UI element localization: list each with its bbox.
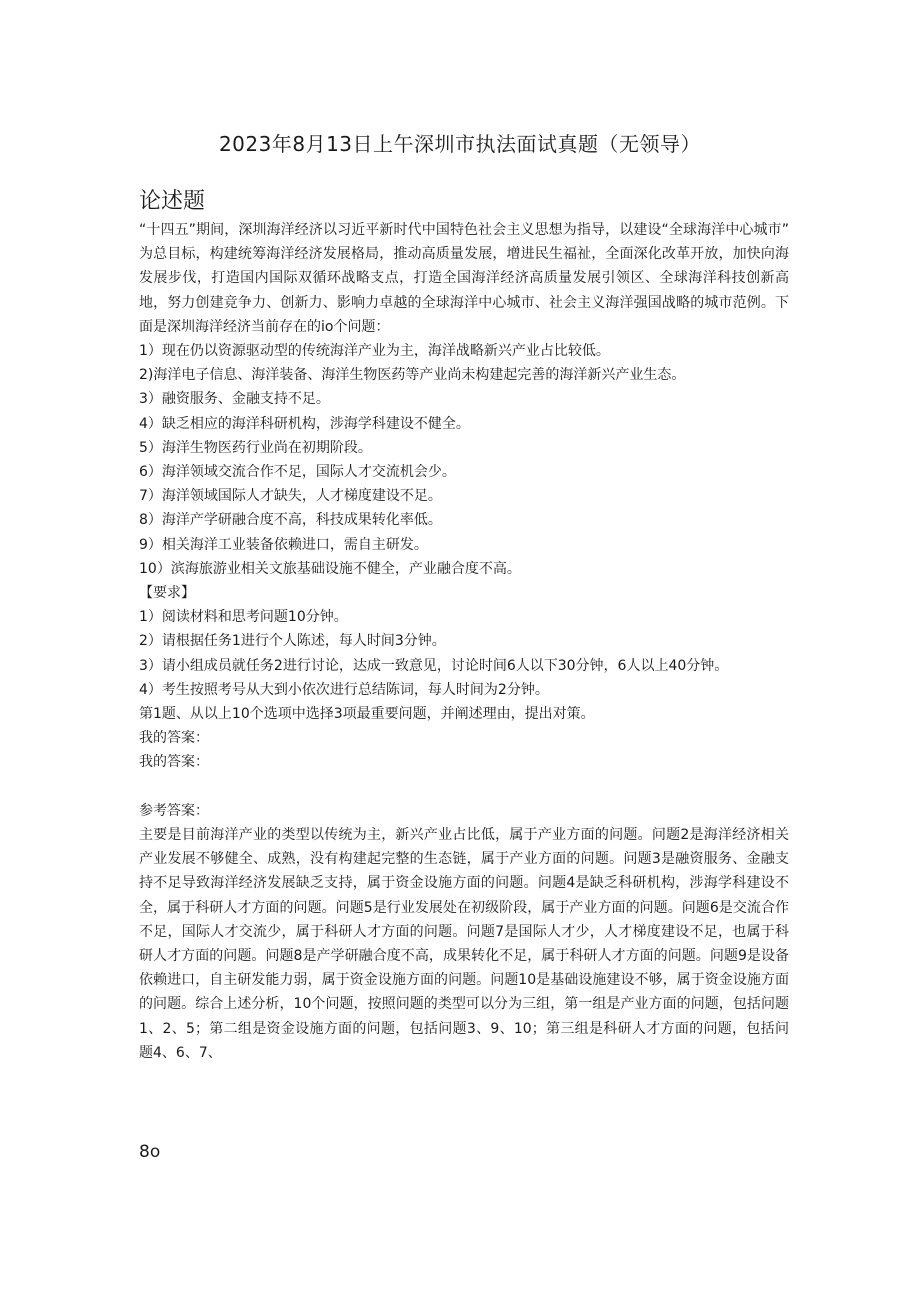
my-answer-label: 我的答案： [139,730,209,747]
list-item: 8）海洋产学研融合度不高，科技成果转化率低。 [139,512,442,529]
list-item: 4）缺乏相应的海洋科研机构，涉海学科建设不健全。 [139,415,470,432]
list-item: 3）请小组成员就任务2进行讨论，达成一致意见，讨论时间6人以下30分钟，6人以上40分钟。 [139,657,729,674]
list-item: 6）海洋领域交流合作不足，国际人才交流机会少。 [139,464,456,481]
list-item: 2）请根据任务1进行个人陈述，每人时间3分钟。 [139,633,446,650]
section-heading: 论述题 [139,189,206,214]
page-title: 2023年8月13日上午深圳市执法面试真题（无领导） [218,132,702,156]
list-item: 2)海洋电子信息、海洋装备、海洋生物医药等产业尚未构建起完善的海洋新兴产业生态。 [139,367,686,384]
reference-answer-label: 参考答案： [139,802,209,819]
question-text: 第1题、从以上10个选项中选择3项最重要问题，并阐述理由，提出对策。 [139,706,595,723]
requirements-list [139,605,789,702]
my-answer-label: 我的答案： [139,754,209,771]
list-item: 1）阅读材料和思考问题10分钟。 [139,609,348,626]
list-item: 5）海洋生物医药行业尚在初期阶段。 [139,439,372,456]
intro-paragraph: “十四五”期间，深圳海洋经济以习近平新时代中国特色社会主义思想为指导，以建设“全球海洋中心城市” 为总目标，构建统筹海洋经济发展格局，推动高质量发展，增进民生福祉，全面深化改革开放，加快向海发展步伐，打造国内国际双循环战略支点，打造全国海洋经济高质量发展引领区、全球海洋科技创新高地，努力创建竞争力、创新力、影响力卓越的全球海洋中心城市、社会主义海洋强国战略的城市范例。下面是深圳海洋经济当前存在的io个问题： [139,222,789,335]
page-number: 8o [139,1142,161,1162]
list-item: 3）融资服务、金融支持不足。 [139,391,330,408]
list-item: 10）滨海旅游业相关文旅基础设施不健全，产业融合度不高。 [139,560,521,577]
list-item: 1）现在仍以资源驱动型的传统海洋产业为主，海洋战略新兴产业占比较低。 [139,343,610,360]
list-item: 7）海洋领域国际人才缺失，人才梯度建设不足。 [139,488,442,505]
reference-answer-text: 主要是目前海洋产业的类型以传统为主，新兴产业占比低，属于产业方面的问题。问题2是海洋经济相关产业发展不够健全、成熟，没有构建起完整的生态链，属于产业方面的问题。问题3是融资服务、金融支持不足导致海洋经济发展缺乏支持，属于资金设施方面的问题。问题4是缺乏科研机构，涉海学科建设不全，属于科研人才方面的问题。问题5是行业发展处在初级阶段，属于产业方面的问题。问题6是交流合作不足，国际人才交流少，属于科研人才方面的问题。问题7是国际人才少，人才梯度建设不足，也属于科研人才方面的问题。问题8是产学研融合度不高，成果转化不足，属于科研人才方面的问题。问题9是设备依赖进口，自主研发能力弱，属于资金设施方面的问题。问题10是基础设施建设不够，属于资金设施方面的问题。综合上述分析，10个问题，按照问题的类型可以分为三组，第一组是产业方面的问题，包括问题1、2、5；第二组是资金设施方面的问题，包括问题3、9、10；第三组是科研人才方面的问题，包括问题4、6、7、 [139,827,789,1061]
problem-list [139,339,789,581]
document-body [139,218,789,1065]
requirements-heading: 【要求】 [139,585,195,602]
list-item: 9）相关海洋工业装备依赖进口，需自主研发。 [139,536,428,553]
list-item: 4）考生按照考号从大到小依次进行总结陈词，每人时间为2分钟。 [139,681,549,698]
spacer [139,775,789,799]
